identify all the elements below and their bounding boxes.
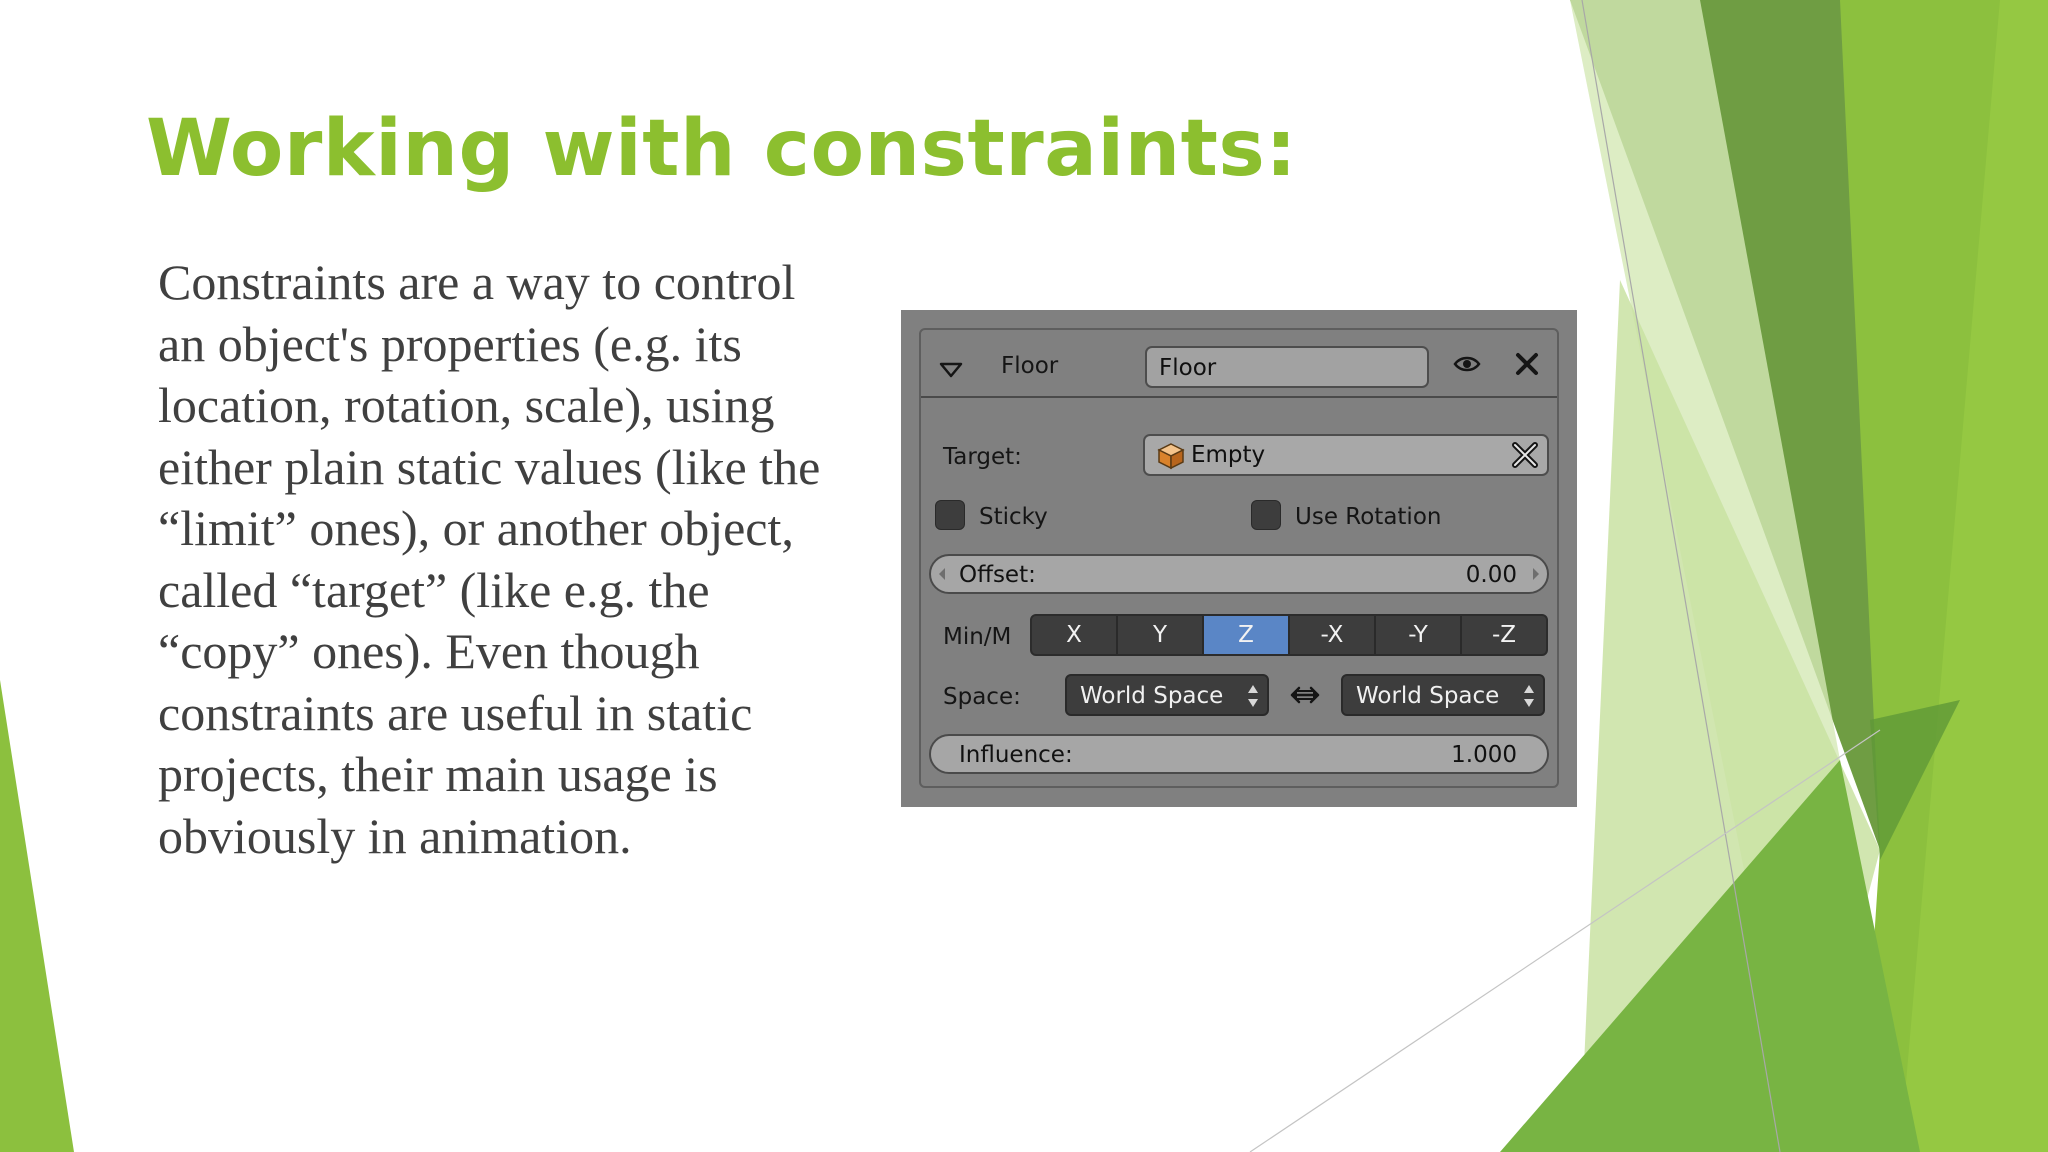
body-line: location, rotation, scale), using [158,377,775,433]
target-space-select[interactable] [1341,674,1545,716]
axis-z-button[interactable]: Z [1202,616,1288,654]
body-line: obviously in animation. [158,807,632,864]
body-line: “limit” ones), or another object, [158,500,794,556]
owner-space-value: World Space [1080,683,1224,709]
constraint-panel-screenshot [901,310,1577,807]
decrement-arrow-icon[interactable] [939,568,945,580]
constraint-name-field[interactable]: Floor [1145,346,1429,388]
influence-value: 1.000 [1451,742,1517,768]
axis-toggle-group [1030,614,1548,656]
use-rotation-label: Use Rotation [1295,504,1442,530]
clear-target-icon[interactable] [1511,441,1539,469]
axis-neg-z-button[interactable]: -Z [1460,616,1546,654]
close-icon[interactable] [1513,350,1541,378]
target-label: Target: [943,444,1022,470]
body-line: Constraints are a way to control [158,254,796,310]
swap-arrows-icon [1288,684,1322,706]
body-line: an object's properties (e.g. its [158,315,742,372]
body-line: projects, their main usage is [158,746,718,802]
collapse-triangle-icon[interactable] [939,362,963,378]
space-label: Space: [943,684,1021,710]
offset-value: 0.00 [1465,562,1517,588]
use-rotation-checkbox[interactable] [1251,500,1281,530]
axis-neg-y-button[interactable]: -Y [1374,616,1460,654]
owner-space-select[interactable] [1065,674,1269,716]
cube-object-icon [1157,442,1185,470]
slide-body-text [158,252,858,867]
influence-label: Influence: [959,742,1073,768]
increment-arrow-icon[interactable] [1533,568,1539,580]
eye-icon[interactable] [1453,352,1481,376]
offset-slider[interactable] [929,554,1549,594]
body-line: called “target” (like e.g. the [158,561,710,618]
axis-x-button[interactable]: X [1066,622,1082,648]
target-value: Empty [1191,442,1266,468]
body-line: “copy” ones). Even though [158,623,700,679]
body-line: either plain static values (like the [158,438,821,495]
left-green-sliver [0,680,74,1152]
sticky-label: Sticky [979,504,1048,530]
target-space-value: World Space [1356,683,1500,709]
offset-label: Offset: [959,562,1036,588]
constraint-header-label: Floor [1001,353,1059,379]
header-divider [921,396,1557,398]
influence-slider[interactable] [929,734,1549,774]
sticky-checkbox[interactable] [935,500,965,530]
target-field[interactable] [1143,434,1549,476]
slide-title: Working with constraints: [146,104,1298,194]
min-m-label: Min/M [943,624,1012,650]
updown-arrows-icon [1523,682,1535,710]
axis-y-button[interactable]: Y [1116,616,1202,654]
body-line: constraints are useful in static [158,684,753,741]
updown-arrows-icon [1247,682,1259,710]
axis-neg-x-button[interactable]: -X [1288,616,1374,654]
